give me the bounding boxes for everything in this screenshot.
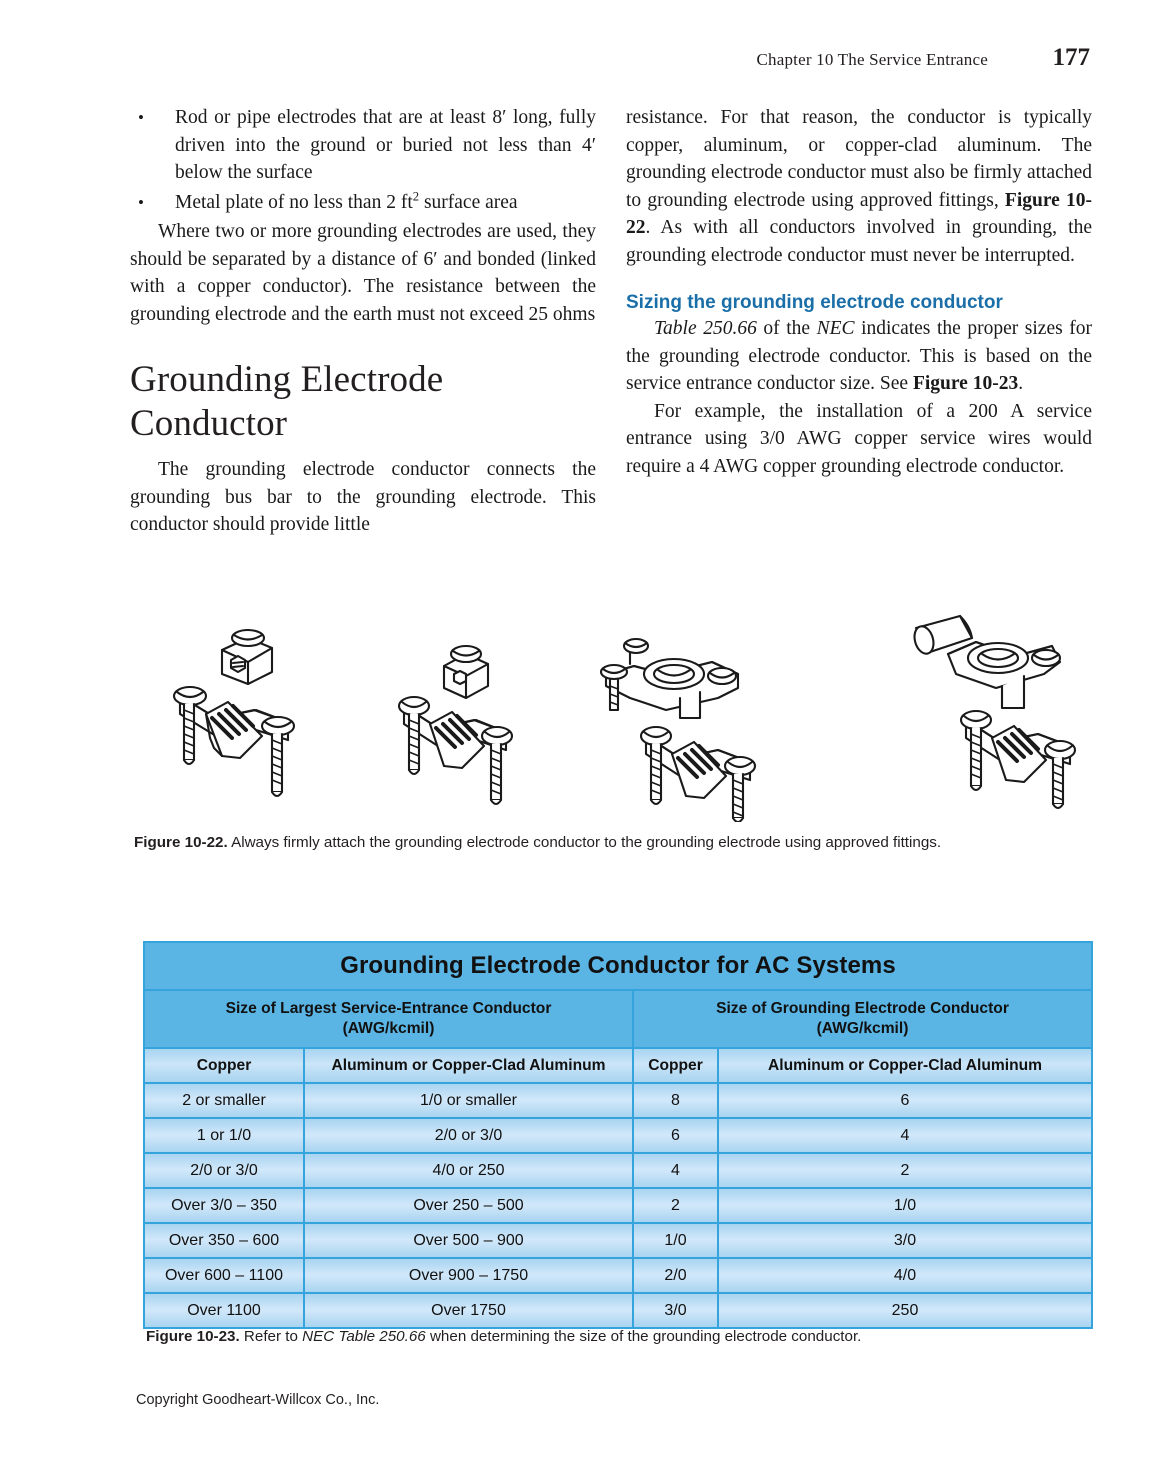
right-paragraph-2 [626, 315, 1092, 398]
screw-shaft [184, 704, 194, 764]
table-reference-250-66: Table 250.66 [654, 318, 757, 339]
cell: Over 900 – 1750 [304, 1258, 633, 1293]
figure-10-23-caption-label: Figure 10-23. [146, 1328, 240, 1345]
figure-10-22-caption-text: Always firmly attach the grounding electrode conductor to the grounding electrode using approved fittings. [227, 834, 942, 851]
left-paragraph-1: Where two or more grounding electrodes are used, they should be separated by a distance of 6′ and bonded (linked with a copper conductor). The resistance between the grounding electrode and the earth must not exceed 25 ohms [130, 221, 596, 325]
cell: 3/0 [633, 1293, 718, 1328]
left-column [130, 104, 596, 539]
table-row [144, 1188, 1092, 1223]
bullet-text-1: Rod or pipe electrodes that are at least 8′ long, fully driven into the ground or buried not less than 4′ below the surface [175, 107, 596, 183]
page-title: Grounding Electrode Conductor [130, 359, 444, 444]
right-p1-part2: . As with all conductors involved in grounding, the grounding electrode conductor must never be interrupted. [626, 217, 1092, 266]
group-header-grounding-electrode [633, 990, 1092, 1048]
cell: Over 350 – 600 [144, 1223, 304, 1258]
table-row [144, 1258, 1092, 1293]
cell: Over 250 – 500 [304, 1188, 633, 1223]
cell: 250 [718, 1293, 1092, 1328]
screw-shaft [733, 774, 743, 822]
screw-shaft [491, 744, 501, 804]
right-p1-part1: resistance. For that reason, the conductor is typically copper, aluminum, or copper-clad aluminum. The grounding electrode conductor must also be firmly attached to grounding electrode using approved fittings, [626, 107, 1092, 211]
right-paragraph-3: For example, the installation of a 200 A service entrance using 3/0 AWG copper service wires would require a 4 AWG copper grounding electrode conductor. [626, 400, 1092, 477]
figure-10-23-caption-part2: when determining the size of the grounding electrode conductor. [425, 1328, 862, 1345]
figure-10-22-artwork [150, 612, 1110, 822]
right-p2-part3: . [1018, 373, 1024, 394]
page-header [130, 44, 1090, 72]
column-header-copper-se: Copper [144, 1048, 304, 1083]
table-group-header-row [144, 990, 1092, 1048]
figure-reference-10-22: Figure 10-22 [626, 189, 1092, 238]
cell: Over 3/0 – 350 [144, 1188, 304, 1223]
superscript-two: 2 [412, 189, 420, 203]
cell: 2/0 or 3/0 [144, 1153, 304, 1188]
list-item [130, 189, 596, 217]
group-header-1-line2: (AWG/kcmil) [342, 1020, 435, 1037]
cell: 4/0 [718, 1258, 1092, 1293]
ground-clamp-illustrations [150, 612, 1110, 822]
cell: 2/0 [633, 1258, 718, 1293]
screw-shaft [610, 680, 618, 710]
figure-10-23-caption [146, 1326, 1076, 1348]
figure-reference-10-23: Figure 10-23 [912, 373, 1019, 394]
figure-10-22-caption-label: Figure 10-22. [134, 834, 228, 851]
table-title-row [144, 942, 1092, 990]
page-number: 177 [1052, 44, 1090, 71]
electrode-bullet-list [130, 104, 596, 216]
cell: 1/0 [633, 1223, 718, 1258]
cell: 4 [633, 1153, 718, 1188]
cell: 3/0 [718, 1223, 1092, 1258]
left-paragraph-2: The grounding electrode conductor connects the grounding bus bar to the grounding electrode. This conductor should provide little [130, 459, 596, 535]
cell: 6 [633, 1118, 718, 1153]
bullet-icon: • [138, 192, 144, 212]
cell: 1/0 or smaller [304, 1083, 633, 1118]
table-row [144, 1223, 1092, 1258]
right-p2-part2: indicates the proper sizes for the grounding electrode conductor. This is based on the service entrance conductor size. See [626, 318, 1092, 394]
table-row [144, 1083, 1092, 1118]
grounding-electrode-conductor-table [143, 941, 1093, 1329]
group-header-service-entrance [144, 990, 633, 1048]
group-header-2-line2: (AWG/kcmil) [816, 1020, 909, 1037]
screw-shaft [971, 728, 981, 790]
cell: 1/0 [718, 1188, 1092, 1223]
table-title: Grounding Electrode Conductor for AC Systems [144, 942, 1092, 990]
bullet-text-2-post: surface area [419, 191, 518, 213]
cell: 2 [718, 1153, 1092, 1188]
screw-shaft [651, 744, 661, 804]
nec-reference: NEC [816, 318, 855, 339]
cell: Over 600 – 1100 [144, 1258, 304, 1293]
cell: 2 or smaller [144, 1083, 304, 1118]
body-columns [130, 104, 1092, 604]
ground-clamp-4 [911, 616, 1075, 808]
cell: 4/0 or 250 [304, 1153, 633, 1188]
column-header-aluminum-se: Aluminum or Copper-Clad Aluminum [304, 1048, 633, 1083]
right-column [626, 104, 1092, 480]
right-p2-part1: of the [756, 318, 817, 339]
group-header-1-line1: Size of Largest Service-Entrance Conductor [225, 1000, 552, 1017]
screw-shaft [272, 734, 282, 796]
cell: Over 500 – 900 [304, 1223, 633, 1258]
table-row [144, 1153, 1092, 1188]
bullet-icon: • [138, 108, 144, 127]
cell: Over 1750 [304, 1293, 633, 1328]
table-column-header-row [144, 1048, 1092, 1083]
running-head-chapter: Chapter 10 The Service Entrance [756, 50, 988, 69]
table-row [144, 1293, 1092, 1328]
figure-10-23-caption-part1: Refer to [239, 1328, 303, 1345]
list-item [130, 104, 596, 187]
cell: 6 [718, 1083, 1092, 1118]
nec-table-reference: NEC Table 250.66 [302, 1328, 426, 1345]
copyright-notice: Copyright Goodheart-Willcox Co., Inc. [136, 1392, 380, 1408]
cell: Over 1100 [144, 1293, 304, 1328]
cell: 8 [633, 1083, 718, 1118]
column-header-aluminum-gec: Aluminum or Copper-Clad Aluminum [718, 1048, 1092, 1083]
screw-shaft [1053, 758, 1063, 808]
ground-clamp-3 [601, 639, 755, 822]
ground-clamp-2 [399, 646, 512, 804]
figure-10-22-caption [134, 832, 1086, 854]
table-row [144, 1118, 1092, 1153]
cell: 2 [633, 1188, 718, 1223]
cell: 2/0 or 3/0 [304, 1118, 633, 1153]
cell: 1 or 1/0 [144, 1118, 304, 1153]
screw-shaft [409, 714, 419, 774]
subsection-heading: Sizing the grounding electrode conductor [626, 292, 1003, 313]
group-header-2-line1: Size of Grounding Electrode Conductor [716, 1000, 1009, 1017]
column-header-copper-gec: Copper [633, 1048, 718, 1083]
right-paragraph-1 [626, 104, 1092, 269]
ground-clamp-1 [174, 630, 294, 796]
bullet-text-2-pre: Metal plate of no less than 2 ft [175, 191, 413, 213]
cell: 4 [718, 1118, 1092, 1153]
